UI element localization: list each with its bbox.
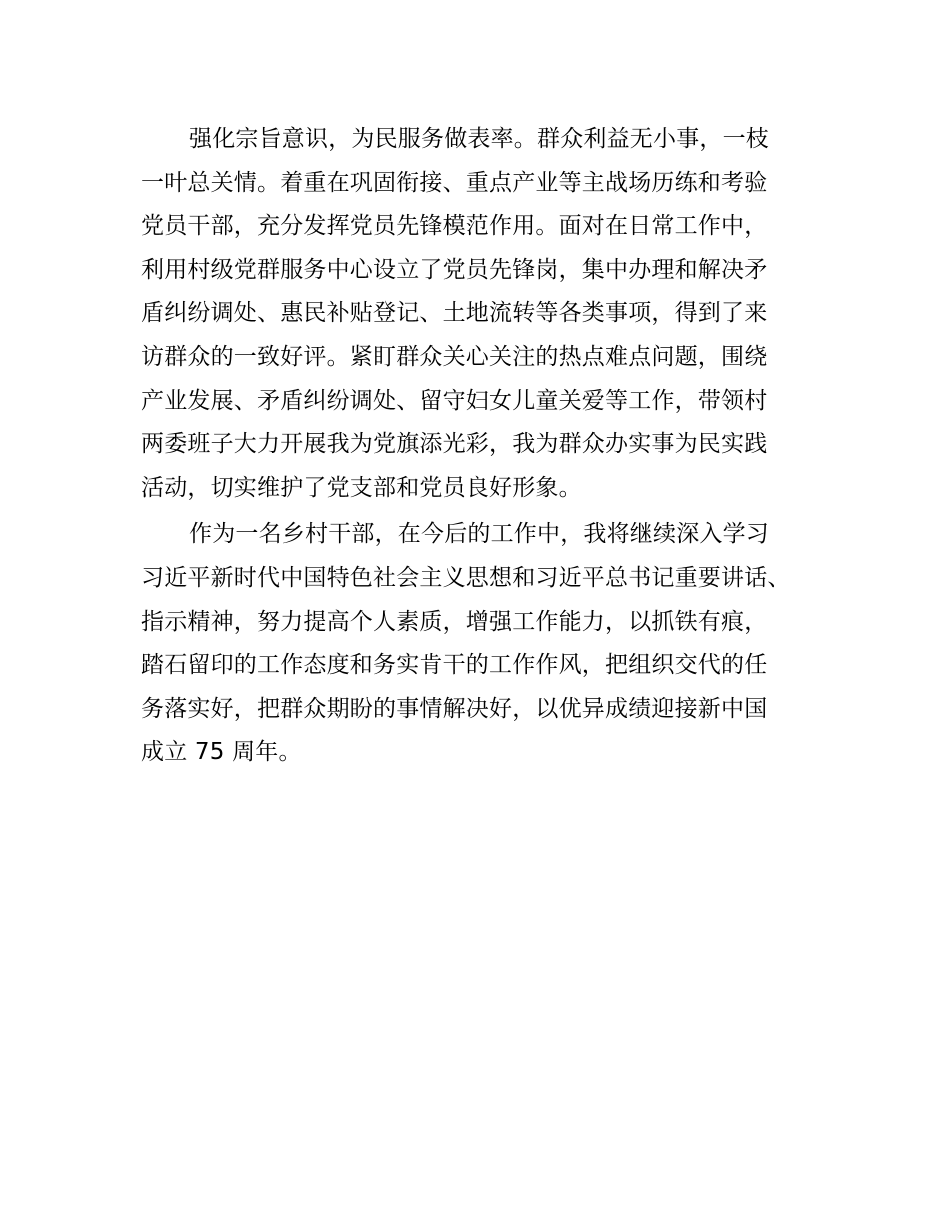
- paragraph-line: 成立 75 周年。: [141, 739, 302, 766]
- paragraph-line: 踏石留印的工作态度和务实肯干的工作作风，把组织交代的任: [141, 652, 768, 679]
- paragraph-line: 习近平新时代中国特色社会主义思想和习近平总书记重要讲话、: [141, 564, 791, 591]
- paragraph-line: 一叶总关情。着重在巩固衔接、重点产业等主战场历练和考验: [141, 169, 768, 196]
- paragraph-line: 产业发展、矛盾纠纷调处、留守妇女儿童关爱等工作，带领村: [141, 387, 768, 414]
- paragraph-line: 盾纠纷调处、惠民补贴登记、土地流转等各类事项，得到了来: [141, 300, 768, 327]
- paragraph-line: 强化宗旨意识，为民服务做表率。群众利益无小事，一枝: [189, 126, 769, 152]
- paragraph-line: 两委班子大力开展我为党旗添光彩，我为群众办实事为民实践: [141, 431, 768, 458]
- paragraph-line: 利用村级党群服务中心设立了党员先锋岗，集中办理和解决矛: [141, 256, 768, 283]
- paragraph-1: [141, 118, 821, 510]
- paragraph-line: 活动，切实维护了党支部和党员良好形象。: [141, 474, 582, 501]
- document-body: [141, 118, 821, 775]
- paragraph-line: 作为一名乡村干部，在今后的工作中，我将继续深入学习: [189, 521, 769, 548]
- paragraph-line: 务落实好，把群众期盼的事情解决好，以优异成绩迎接新中国: [141, 695, 768, 722]
- paragraph-line: 访群众的一致好评。紧盯群众关心关注的热点难点问题，围绕: [141, 343, 768, 370]
- paragraph-line: 党员干部，充分发挥党员先锋模范作用。面对在日常工作中，: [141, 213, 768, 240]
- paragraph-2: [141, 513, 821, 775]
- paragraph-line: 指示精神，努力提高个人素质，增强工作能力，以抓铁有痕，: [141, 608, 768, 635]
